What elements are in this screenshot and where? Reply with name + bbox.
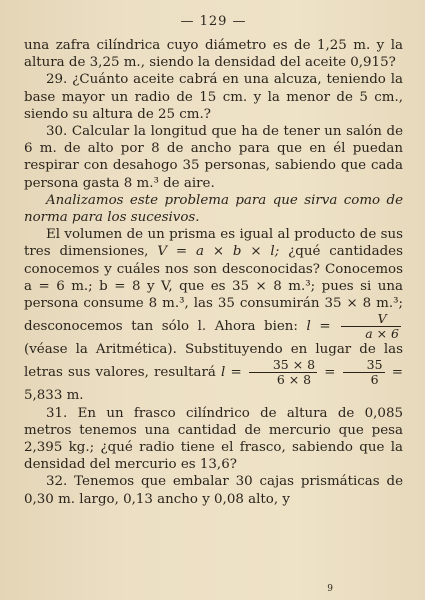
prism-formula: V = a × b × l; (157, 244, 280, 260)
fraction-denominator: a × 6 (365, 326, 400, 342)
fraction-denominator: 6 × 8 (276, 372, 312, 388)
result-value: = 5,833 m. (24, 365, 403, 404)
fraction-numerator: 35 (343, 358, 385, 373)
fraction-35x8-over-6x8 (249, 358, 317, 387)
fraction-numerator: V (341, 312, 401, 327)
solution-text-c: (véase la Aritmética). Substituyendo en lugar de las letras sus valores, resultará (24, 342, 403, 381)
fraction-v-over-a6 (341, 312, 401, 341)
fraction-denominator: 6 (370, 372, 379, 388)
l-equals-2: l = (221, 365, 242, 381)
problem-31: 31. En un frasco cilíndrico de altura de 0,085 metros tenemos una cantidad de mercurio que pesa 2,395 kg.; ¿qué radio tiene el frasco, sabiendo que la densidad del mercurio es 13,6? (24, 405, 403, 473)
solution-text-a: El volumen de un prisma es igual al producto de sus tres dimensiones, (24, 227, 403, 260)
analysis-note: Analizamos este problema para que sirva como de norma para los sucesivos. (24, 192, 403, 226)
page-number: — 129 — (180, 14, 247, 29)
signature-mark: 9 (327, 584, 333, 594)
l-equals: l = (306, 319, 331, 335)
solution-paragraph (24, 226, 403, 404)
problem-32: 32. Tenemos que embalar 30 cajas prismáticas de 0,30 m. largo, 0,13 ancho y 0,08 alto, y (24, 474, 403, 507)
equals-sign: = (324, 365, 336, 381)
fraction-35-over-6 (343, 358, 385, 387)
paragraph-continued: una zafra cilíndrica cuyo diámetro es de 1,25 m. y la altura de 3,25 m., siendo la densidad del aceite 0,915? (24, 38, 403, 71)
problem-29: 29. ¿Cuánto aceite cabrá en una alcuza, teniendo la base mayor un radio de 15 cm. y la menor de 5 cm., siendo su altura de 25 cm.? (24, 72, 403, 122)
solution-text-b: ¿qué cantidades conocemos y cuáles nos son desconocidas? Conocemos a = 6 m.; b = 8 y V, que es 35 × 8 m.³; pues si una persona consume 8 m.³, las 35 consumirán 35 × 8 m.³; desconocemos tan sólo l. Ahora bien: (24, 244, 403, 335)
fraction-numerator: 35 × 8 (249, 358, 317, 373)
problem-30: 30. Calcular la longitud que ha de tener un salón de 6 m. de alto por 8 de ancho para que en él puedan respirar con desahogo 35 personas, sabiendo que cada persona gasta 8 m.³ de aire. (24, 124, 403, 191)
